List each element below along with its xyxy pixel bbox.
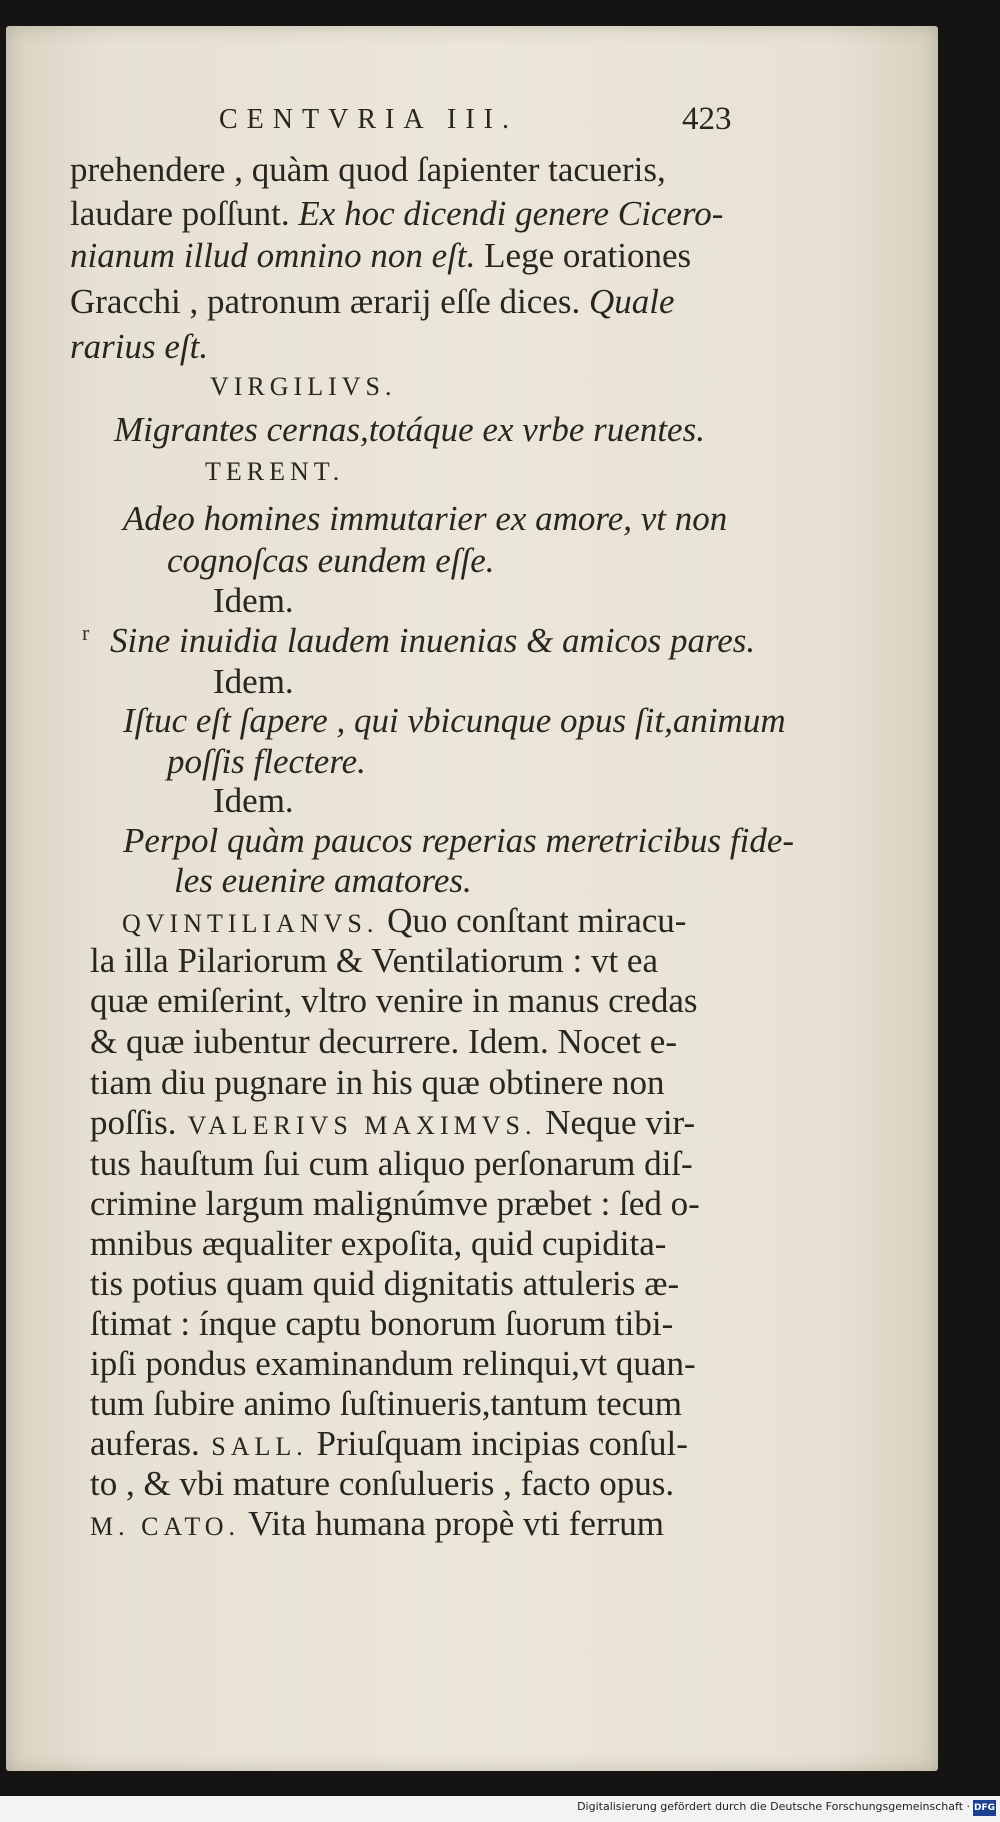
text-line-8: quæ emiſerint, vltro venire in manus credas: [90, 981, 698, 1020]
text-line-6: QVINTILIANVS. Quo conſtant miracu-: [122, 901, 687, 940]
verse-line-4: Sine inuidia laudem inuenias & amicos pares.: [110, 621, 756, 660]
text-line-11: poſſis. VALERIVS MAXIMVS. Neque vir-: [90, 1103, 696, 1142]
author-heading-virgilius: VIRGILIVS.: [210, 372, 397, 401]
text-line-1: prehendere , quàm quod ſapienter tacueris,: [70, 150, 666, 189]
text-line-12: tus hauſtum ſui cum aliquo perſonarum diſ-: [90, 1144, 693, 1183]
text-line-2: laudare poſſunt. Ex hoc dicendi genere Cicero-: [70, 194, 724, 233]
book-page: [6, 26, 938, 1771]
text-line-14: mnibus æqualiter expoſita, quid cupidita-: [90, 1224, 667, 1263]
text-line-15: tis potius quam quid dignitatis attuleris æ-: [90, 1264, 680, 1303]
text-line-16: ſtimat : ínque captu bonorum ſuorum tibi-: [90, 1304, 674, 1343]
verse-line-6: poſſis flectere.: [167, 742, 366, 781]
page-number: 423: [682, 101, 732, 137]
idem-heading-3: Idem.: [213, 781, 294, 820]
funding-credit: Digitalisierung gefördert durch die Deutsche Forschungsgemeinschaft ·: [577, 1800, 970, 1813]
verse-line-5: Iſtuc eſt ſapere , qui vbicunque opus ſit,animum: [123, 701, 786, 740]
text-line-7: la illa Pilariorum & Ventilatiorum : vt ea: [90, 941, 658, 980]
verse-line-3: cognoſcas eundem eſſe.: [167, 541, 495, 580]
verse-line-7: Perpol quàm paucos reperias meretricibus fide-: [123, 821, 795, 860]
text-line-19: auferas. SALL. Priuſquam incipias conſul-: [90, 1424, 688, 1463]
text-line-17: ipſi pondus examinandum relinqui,vt quan-: [90, 1344, 696, 1383]
text-line-4: Gracchi , patronum ærarij eſſe dices. Quale: [70, 282, 675, 321]
text-line-13: crimine largum malignúmve præbet : ſed o-: [90, 1184, 700, 1223]
running-title: CENTVRIA III.: [219, 104, 518, 135]
text-line-9: & quæ iubentur decurrere. Idem. Nocet e-: [90, 1022, 677, 1061]
text-line-18: tum ſubire animo ſuſtinueris,tantum tecum: [90, 1384, 682, 1423]
idem-heading-2: Idem.: [213, 662, 294, 701]
margin-marker: r: [82, 620, 90, 645]
text-line-10: tiam diu pugnare in his quæ obtinere non: [90, 1063, 665, 1102]
dfg-logo-icon: DFG: [973, 1800, 996, 1816]
text-line-5: rarius eſt.: [70, 327, 209, 366]
idem-heading-1: Idem.: [213, 581, 294, 620]
text-line-3: nianum illud omnino non eſt. Lege orationes: [70, 236, 692, 275]
verse-line-8: les euenire amatores.: [174, 861, 472, 900]
text-line-20: to , & vbi mature conſulueris , facto opus.: [90, 1464, 675, 1503]
verse-line-2: Adeo homines immutarier ex amore, vt non: [123, 499, 728, 538]
digitization-footer: [0, 1796, 1000, 1822]
author-heading-terent: TERENT.: [205, 457, 345, 486]
text-line-21: M. CATO. Vita humana propè vti ferrum: [90, 1504, 664, 1543]
verse-line-1: Migrantes cernas,totáque ex vrbe ruentes.: [114, 410, 705, 449]
